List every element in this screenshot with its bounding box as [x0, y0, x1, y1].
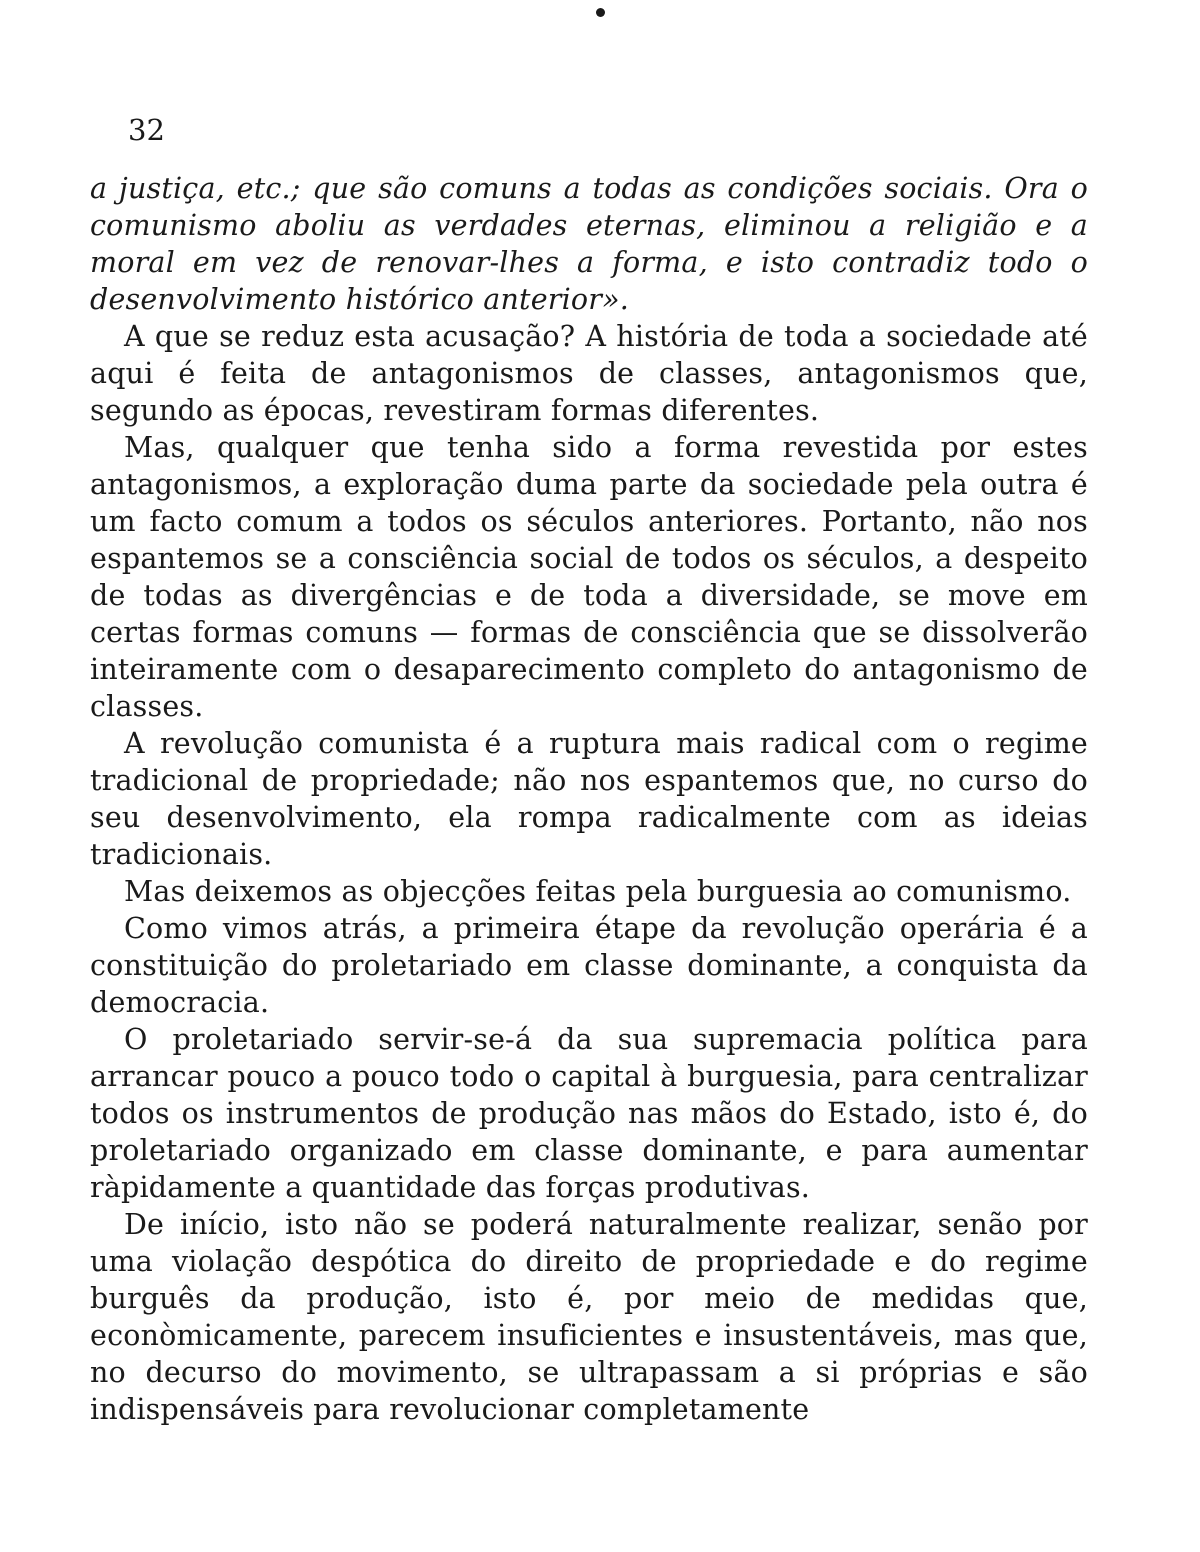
paragraph: Mas deixemos as objecções feitas pela burguesia ao comunismo. [124, 875, 1072, 908]
printer-dot [596, 8, 605, 17]
paragraph: A revolução comunista é a ruptura mais radical com o regime tradicional de propriedade; não nos espantemos que, no curso do seu desenvolvimento, ela rompa radicalmente com as ideias tradicionais. [90, 727, 1088, 871]
paragraph: O proletariado servir-se-á da sua supremacia política para arrancar pouco a pouco todo o capital à burguesia, para centralizar todos os instrumentos de produção nas mãos do Estado, isto é, do proletariado organizado em classe dominante, e para aumentar ràpidamente a quantidade das forças produtivas. [90, 1023, 1088, 1204]
paragraph: De início, isto não se poderá naturalmente realizar, senão por uma violação despótica do direito de propriedade e do regime burguês da produção, isto é, por meio de medidas que, econòmicamente, parecem insuficientes e insustentáveis, mas que, no decurso do movimento, se ultrapassam a si próprias e são indispensáveis para revolucionar completamente [90, 1208, 1088, 1426]
paragraph: Como vimos atrás, a primeira étape da revolução operária é a constituição do proletariado em classe dominante, a conquista da democracia. [90, 912, 1088, 1019]
page-number: 32 [128, 113, 165, 147]
body-text [90, 170, 1088, 1428]
paragraph: A que se reduz esta acusação? A história de toda a sociedade até aqui é feita de antagonismos de classes, antagonismos que, segundo as épocas, revestiram formas diferentes. [90, 320, 1088, 427]
paragraph: Mas, qualquer que tenha sido a forma revestida por estes antagonismos, a exploração duma parte da sociedade pela outra é um facto comum a todos os séculos anteriores. Portanto, não nos espantemos se a consciência social de todos os séculos, a despeito de todas as divergências e de toda a diversidade, se move em certas formas comuns — formas de consciência que se dissolverão inteiramente com o desaparecimento completo do antagonismo de classes. [90, 431, 1088, 723]
paragraph-quote-continuation: a justiça, etc.; que são comuns a todas as condições sociais. Ora o comunismo aboliu as verdades eternas, eliminou a religião e a moral em vez de renovar-lhes a forma, e isto contradiz todo o desenvolvimento histórico anterior». [90, 172, 1088, 316]
